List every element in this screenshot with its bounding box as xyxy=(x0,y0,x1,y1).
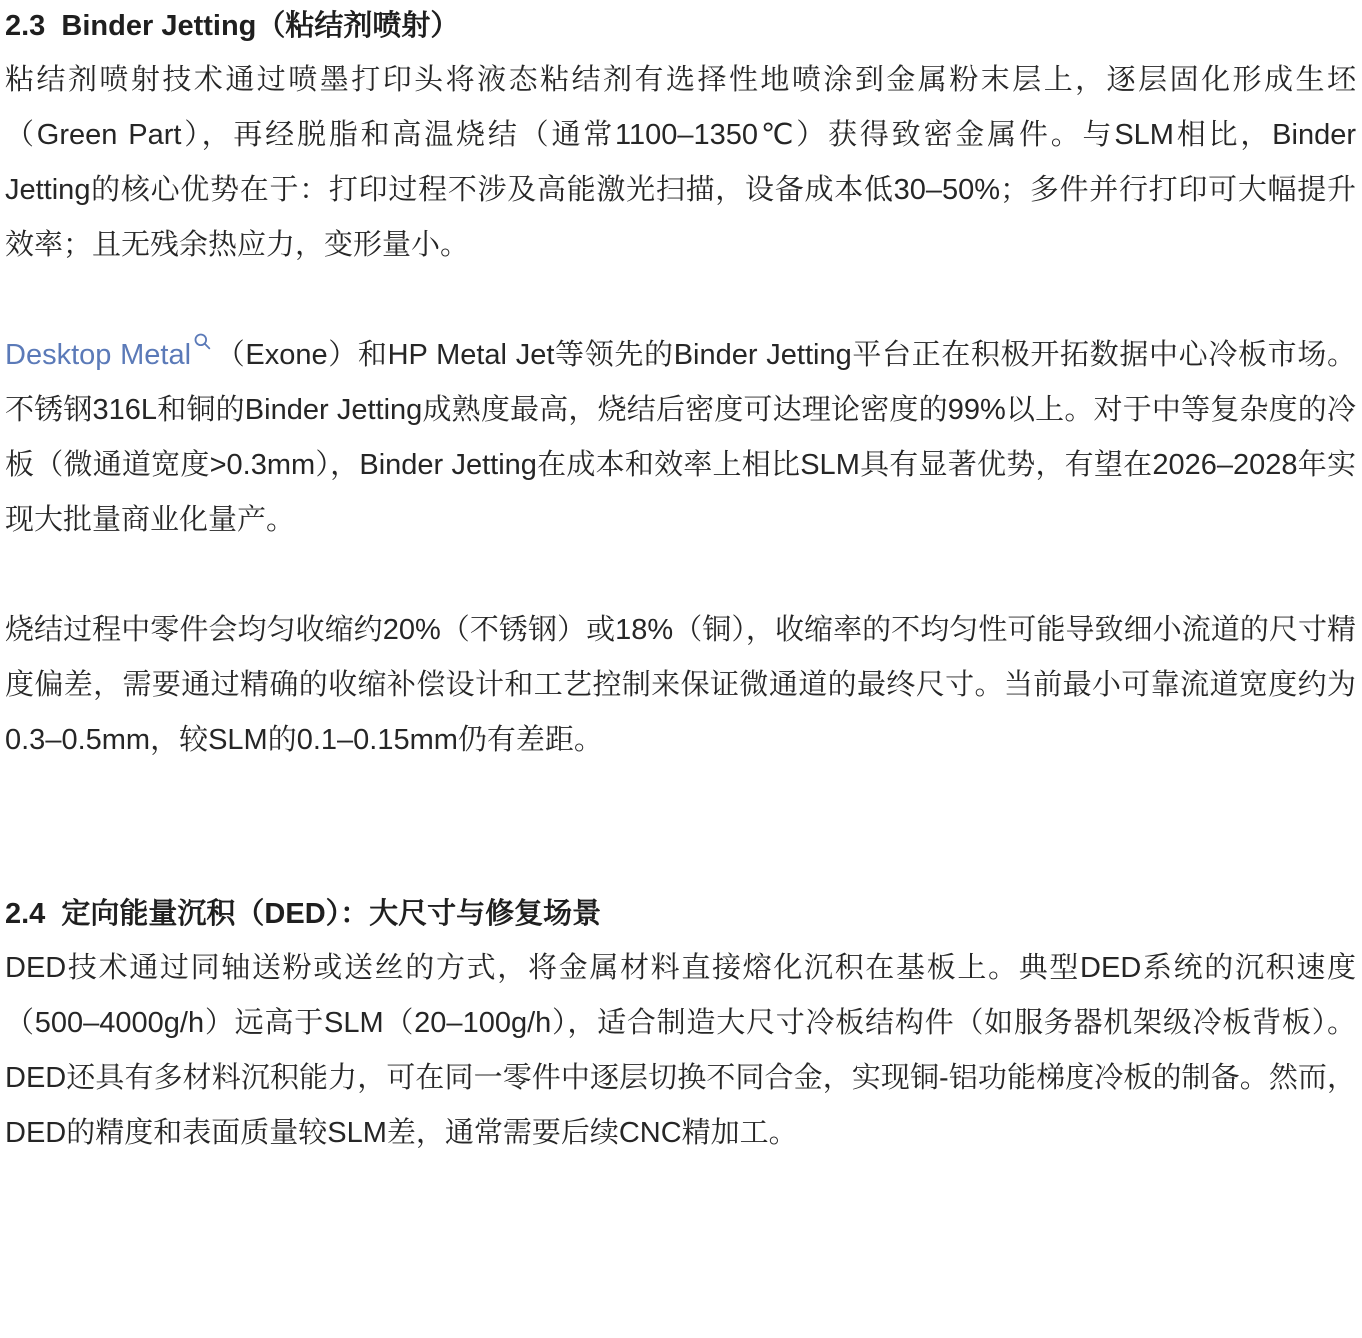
para-binder-jetting-intro: 粘结剂喷射技术通过喷墨打印头将液态粘结剂有选择性地喷涂到金属粉末层上，逐层固化形成生坯（Green Part），再经脱脂和高温烧结（通常1100–1350℃）获得致密金属件。与SLM相比，Binder Jetting的核心优势在于：打印过程不涉及高能激光扫描，设备成本低30–50%；多件并行打印可大幅提升效率；且无残余热应力，变形量小。 xyxy=(5,64,1356,261)
para-ded: DED技术通过同轴送粉或送丝的方式，将金属材料直接熔化沉积在基板上。典型DED系统的沉积速度（500–4000g/h）远高于SLM（20–100g/h），适合制造大尺寸冷板结构件（如服务器机架级冷板背板）。DED还具有多材料沉积能力，可在同一零件中逐层切换不同合金，实现铜-铝功能梯度冷板的制备。然而，DED的精度和表面质量较SLM差，通常需要后续CNC精加工。 xyxy=(5,952,1356,1149)
para-binder-jetting-market-text: （Exone）和HP Metal Jet等领先的Binder Jetting平台正在积极开拓数据中心冷板市场。不锈钢316L和铜的Binder Jetting成熟度最高，烧结后密度可达理论密度的99%以上。对于中等复杂度的冷板（微通道宽度>0.3mm），Binder Jetting在成本和效率上相比SLM具有显著优势，有望在2026–2028年实现大批量商业化量产。 xyxy=(5,339,1356,536)
desktop-metal-link[interactable] xyxy=(5,339,215,371)
section-2-3-heading: 2.3 Binder Jetting（粘结剂喷射） xyxy=(5,10,460,42)
para-sintering-shrinkage: 烧结过程中零件会均匀收缩约20%（不锈钢）或18%（铜），收缩率的不均匀性可能导致细小流道的尺寸精度偏差，需要通过精确的收缩补偿设计和工艺控制来保证微通道的最终尺寸。当前最小可靠流道宽度约为0.3–0.5mm，较SLM的0.1–0.15mm仍有差距。 xyxy=(5,614,1356,756)
search-icon[interactable] xyxy=(193,332,212,351)
para-binder-jetting-market xyxy=(5,328,1356,548)
document-content xyxy=(5,5,1356,1161)
desktop-metal-link-label: Desktop Metal xyxy=(5,339,192,371)
section-2-4-heading: 2.4 定向能量沉积（DED）：大尺寸与修复场景 xyxy=(5,898,602,930)
